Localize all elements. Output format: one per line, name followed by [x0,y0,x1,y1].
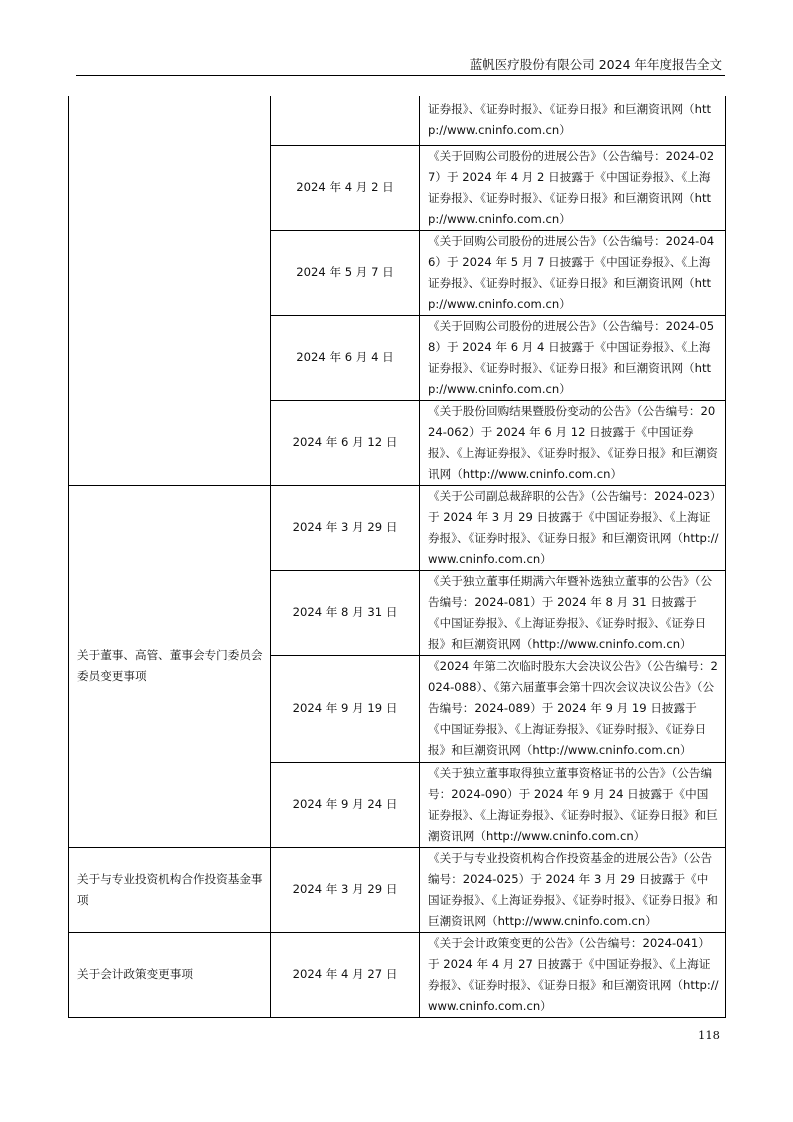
date-cell [271,762,420,847]
date-text: 2024 年 6 月 12 日 [292,435,398,449]
description-cell [420,96,726,145]
description-text: 《关于与专业投资机构合作投资基金的进展公告》（公告编号：2024-025）于 2024 年 3 月 29 日披露于《中国证券报》、《上海证券报》、《证券时报》、《证券日报》和巨潮资讯网（http://www.cninfo.com.cn） [428,850,718,928]
description-text: 《关于独立董事取得独立董事资格证书的公告》（公告编号：2024-090）于 2024 年 9 月 24 日披露于《中国证券报》、《上海证券报》、《证券时报》、《证券日报》和巨潮资讯网（http://www.cninfo.com.cn） [428,765,718,843]
date-text: 2024 年 3 月 29 日 [292,520,398,534]
table-row [69,485,726,570]
description-cell [420,655,726,762]
date-text: 2024 年 9 月 24 日 [292,797,398,811]
description-cell [420,932,726,1017]
description-text: 《关于回购公司股份的进展公告》（公告编号：2024-027）于 2024 年 4 月 2 日披露于《中国证券报》、《上海证券报》、《证券时报》、《证券日报》和巨潮资讯网（http://www.cninfo.com.cn） [428,148,715,226]
date-cell [271,96,420,145]
description-text: 证券报》、《证券时报》、《证券日报》和巨潮资讯网（http://www.cninfo.com.cn） [428,102,712,138]
description-text: 《关于回购公司股份的进展公告》（公告编号：2024-046）于 2024 年 5 月 7 日披露于《中国证券报》、《上海证券报》、《证券时报》、《证券日报》和巨潮资讯网（http://www.cninfo.com.cn） [428,233,715,311]
date-cell [271,230,420,315]
date-cell [271,932,420,1017]
table-row [69,96,726,145]
date-text: 2024 年 3 月 29 日 [292,882,398,896]
item-label: 关于与专业投资机构合作投资基金事项 [77,871,263,907]
report-title: 蓝帆医疗股份有限公司 2024 年年度报告全文 [469,57,722,72]
description-cell [420,400,726,485]
description-cell [420,762,726,847]
date-cell [271,570,420,655]
item-cell [69,96,271,485]
description-text: 《关于公司副总裁辞职的公告》（公告编号：2024-023）于 2024 年 3 月 29 日披露于《中国证券报》、《上海证券报》、《证券时报》、《证券日报》和巨潮资讯网（http://www.cninfo.com.cn） [428,488,719,566]
date-cell [271,847,420,932]
item-cell [69,932,271,1017]
description-cell [420,145,726,230]
date-text: 2024 年 4 月 2 日 [296,180,394,194]
item-label: 关于董事、高管、董事会专门委员会委员变更事项 [77,648,263,683]
description-text: 《关于会计政策变更的公告》（公告编号：2024-041）于 2024 年 4 月 27 日披露于《中国证券报》、《上海证券报》、《证券时报》、《证券日报》和巨潮资讯网（http://www.cninfo.com.cn） [428,935,719,1013]
item-cell [69,485,271,847]
date-text: 2024 年 8 月 31 日 [292,605,398,619]
date-cell [271,485,420,570]
date-text: 2024 年 6 月 4 日 [296,350,394,364]
item-cell [69,847,271,932]
table-row [69,847,726,932]
description-text: 《关于回购公司股份的进展公告》（公告编号：2024-058）于 2024 年 6 月 4 日披露于《中国证券报》、《上海证券报》、《证券时报》、《证券日报》和巨潮资讯网（http://www.cninfo.com.cn） [428,318,715,396]
date-text: 2024 年 9 月 19 日 [292,701,398,715]
date-cell [271,145,420,230]
description-text: 《2024 年第二次临时股东大会决议公告》（公告编号：2024-088）、《第六届董事会第十四次会议决议公告》（公告编号：2024-089）于 2024 年 9 月 19 日披露于《中国证券报》、《上海证券报》、《证券时报》、《证券日报》和巨潮资讯网（http://www.cninfo.com.cn） [428,659,718,757]
description-cell [420,485,726,570]
date-text: 2024 年 5 月 7 日 [296,265,394,279]
description-cell [420,847,726,932]
description-cell [420,230,726,315]
description-text: 《关于独立董事任期满六年暨补选独立董事的公告》（公告编号：2024-081）于 2024 年 8 月 31 日披露于《中国证券报》、《上海证券报》、《证券时报》、《证券日报》和巨潮资讯网（http://www.cninfo.com.cn） [428,573,713,651]
description-cell [420,315,726,400]
page-header [76,55,725,76]
item-label: 关于会计政策变更事项 [77,967,193,981]
date-cell [271,400,420,485]
page-number: 118 [698,1028,720,1042]
description-text: 《关于股份回购结果暨股份变动的公告》（公告编号：2024-062）于 2024 年 6 月 12 日披露于《中国证券报》、《上海证券报》、《证券时报》、《证券日报》和巨潮资讯网（http://www.cninfo.com.cn） [428,403,718,481]
date-text: 2024 年 4 月 27 日 [292,967,398,981]
date-cell [271,655,420,762]
date-cell [271,315,420,400]
disclosure-table [68,96,726,1018]
description-cell [420,570,726,655]
table-row [69,932,726,1017]
